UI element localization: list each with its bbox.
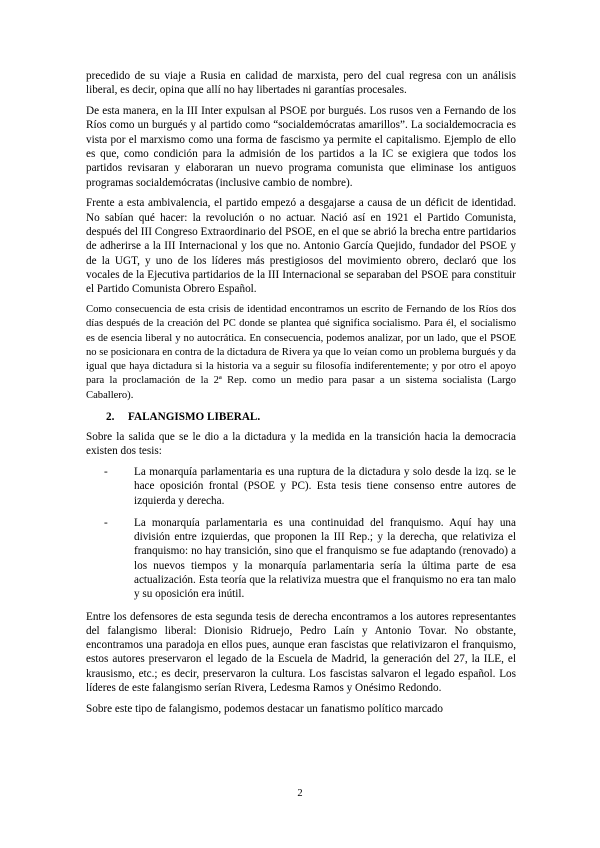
paragraph-iii-internacional: De esta manera, en la III Inter expulsan al PSOE por burgués. Los rusos ven a Fernando de los Ríos como un burgués y al partido como “socialdemócratas amarillos”. La socialdemocracia es vista por el marxismo como una forma de fascismo ya permite el capitalismo. Ejemplo de ello es que, como condición para la admisión de los partidos a la IC se exigiera que todos los partidos revisaran y elaboraran un nuevo programa comunista que eliminase los antiguos programas socialdemócratas (inclusive cambio de nombre). (86, 105, 516, 189)
paragraph-fernando-de-los-rios: Como consecuencia de esta crisis de identidad encontramos un escrito de Fernando de los Ríos dos días después de la creación del PC donde se plantea qué significa socialismo. Para él, el socialismo es de esencia liberal y no autocrática. En consecuencia, podemos analizar, por un lado, que el PSOE no se posicionara en contra de la dictadura de Rivera ya que lo veían como un problema burgués y da igual que haya dictadura si la historia va a seguir su filosofía indiferentemente; y por otro el apoyo para la proclamación de la 2ª Rep. como un medio para pasar a un sistema socialista (Largo Caballero). (86, 303, 516, 401)
paragraph-partido-comunista: Frente a esta ambivalencia, el partido empezó a desgajarse a causa de un déficit de identidad. No sabían qué hacer: la revolución o no actuar. Nació así en 1921 el Partido Comunista, después del III Congreso Extraordinario del PSOE, en el que se abrió la brecha entre partidarios de adherirse a la III Internacional y los que no. Antonio García Quejido, fundador del PSOE y de la UGT, y uno de los líderes más prestigiosos del movimiento obrero, declaró que los vocales de la Ejecutiva partidarios de la III Internacional se separaban del PSOE para constituir el Partido Comunista Obrero Español. (86, 197, 516, 296)
bullet-text: La monarquía parlamentaria es una continuidad del franquismo. Aquí hay una división entre izquierdas, que proponen la III Rep.; y la derecha, que relativiza el franquismo: no hay transición, sino que el franquismo se fue adaptando (renovado) a los nuevos tiempos y la monarquía parlamentaria sería la última parte de esa actualización. Esta teoría que la relativiza muestra que el franquismo no era tan malo y su oposición era inútil. (134, 516, 516, 601)
page-body (86, 69, 516, 723)
list-item (86, 516, 516, 602)
paragraph-fanatismo: Sobre este tipo de falangismo, podemos destacar un fanatismo político marcado (86, 702, 443, 715)
paragraph-falangismo-liberal: Entre los defensores de esta segunda tesis de derecha encontramos a los autores representantes del falangismo liberal: Dionisio Ridruejo, Pedro Laín y Antonio Tovar. No obstante, encontramos una paradoja en ellos pues, aunque eran fascistas que relativizaron el franquismo, estos autores preservaron el legado de la Escuela de Madrid, la generación del 27, la ILE, el krausismo, etc.; es decir, preservaron la cultura. Los fascistas salvaron el legado español. Los líderes de este falangismo serían Rivera, Ledesma Ramos y Onésimo Redondo. (86, 610, 516, 695)
bullet-marker: - (104, 516, 108, 529)
paragraph-dos-tesis: Sobre la salida que se le dio a la dictadura y la medida en la transición hacia la democracia existen dos tesis: (86, 430, 516, 458)
paragraph-continuation: precedido de su viaje a Rusia en calidad de marxista, pero del cual regresa con un análisis liberal, es decir, opina que allí no hay libertades ni garantías procesales. (86, 70, 516, 97)
list-item (86, 465, 516, 508)
section-number: 2. (106, 410, 115, 423)
bullet-marker: - (104, 465, 108, 478)
section-title: FALANGISMO LIBERAL. (128, 410, 261, 423)
section-heading (86, 410, 516, 424)
page-number: 2 (297, 788, 303, 799)
bullet-text: La monarquía parlamentaria es una ruptura de la dictadura y solo desde la izq. se le hace oposición frontal (PSOE y PC). Esta tesis tiene consenso entre autores de izquierda y derecha. (134, 465, 516, 507)
